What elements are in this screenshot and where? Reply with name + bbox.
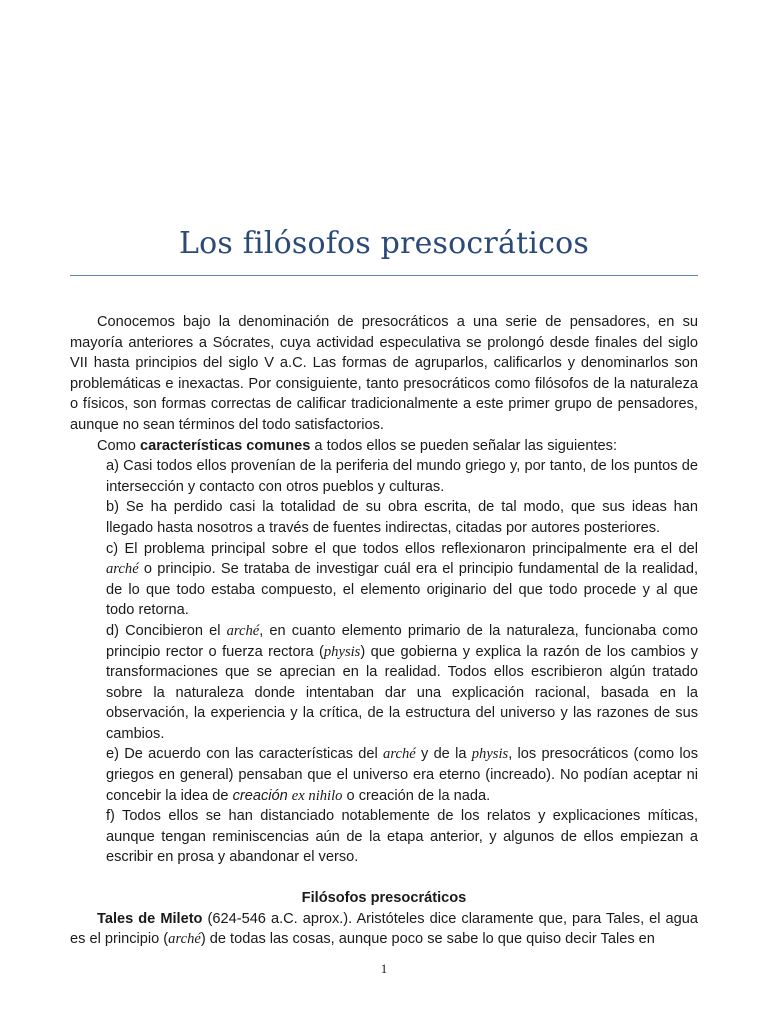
- common-characteristics-paragraph: [70, 436, 698, 457]
- term-arche: arché: [106, 561, 139, 578]
- page-number: 1: [380, 961, 388, 976]
- item-d-text: d) Concibieron el: [106, 622, 227, 639]
- item-d-text: ) que gobierna y explica la razón de los cambios y transformaciones que se aprecian en la realidad. Todos ellos escribieron algún tratado sobre la naturaleza donde intentaban dar una explicación racional, basada en la observación, la experiencia y la crítica, de la estructura del universo y las razones de sus cambios.: [106, 643, 698, 742]
- tales-paragraph: [70, 909, 698, 950]
- term-physis: physis: [471, 746, 509, 763]
- list-item-a: a) Casi todos ellos provenían de la periferia del mundo griego y, por tanto, de los puntos de intersección y contacto con otros pueblos y culturas.: [106, 458, 698, 495]
- item-e-text: o creación de la nada.: [342, 787, 491, 804]
- term-arche: arché: [226, 622, 260, 639]
- item-e-text: , los presocráticos (como los griegos en general) pensaban que el universo era eterno (increado). No podían aceptar ni concebir la idea de: [106, 746, 698, 804]
- item-e-text: y de la: [415, 746, 472, 763]
- section-heading: Filósofos presocráticos: [301, 890, 467, 907]
- item-d-text: , en cuanto elemento primario de la naturaleza, funcionaba como principio rector o fuerza rectora (: [106, 622, 698, 660]
- tales-text: (624-546 a.C. aprox.). Aristóteles dice claramente que, para Tales, el agua es el principio (: [70, 910, 699, 948]
- common-bold: características comunes: [139, 437, 311, 454]
- term-creacion: creación: [232, 787, 288, 804]
- list-item-d: [106, 621, 698, 745]
- title-underline: [70, 275, 698, 276]
- body-text: [70, 312, 698, 950]
- tales-text: ) de todas las cosas, aunque poco se sabe lo que quiso decir Tales en: [200, 931, 655, 948]
- item-c-text: o principio. Se trataba de investigar cuál era el principio fundamental de la realidad, de lo que todo estaba compuesto, el elemento originario del que todo procede y al que todo retorna.: [106, 561, 698, 619]
- page-title: Los filósofos presocráticos: [179, 226, 589, 261]
- philosopher-name: Tales de Mileto: [97, 910, 203, 927]
- term-ex-nihilo: ex nihilo: [291, 787, 343, 804]
- common-post: a todos ellos se pueden señalar las siguientes:: [310, 437, 618, 454]
- item-e-text: e) De acuerdo con las características del: [106, 746, 384, 763]
- term-arche: arché: [168, 931, 201, 948]
- list-item-f: f) Todos ellos se han distanciado notablemente de los relatos y explicaciones míticas, aunque tengan reminiscencias aún de la etapa anterior, y algunos de ellos empiezan a escribir en prosa y abandonar el verso.: [106, 808, 698, 866]
- list-item-c: [106, 539, 698, 621]
- term-physis: physis: [323, 643, 361, 660]
- intro-paragraph: Conocemos bajo la denominación de presocráticos a una serie de pensadores, en su mayoría anteriores a Sócrates, cuya actividad especulativa se prolongó desde finales del siglo VII hasta principios del siglo V a.C. Las formas de agruparlos, calificarlos y denominarlos son problemáticas e inexactas. Por consiguiente, tanto presocráticos como filósofos de la naturaleza o físicos, son formas correctas de calificar tradicionalmente a este primer grupo de pensadores, aunque no sean términos del todo satisfactorios.: [70, 314, 698, 433]
- list-item-e: [106, 744, 698, 806]
- term-arche: arché: [383, 746, 416, 763]
- item-c-text: c) El problema principal sobre el que todos ellos reflexionaron principalmente era el del: [106, 540, 698, 557]
- common-pre: Como: [97, 437, 140, 454]
- list-item-b: b) Se ha perdido casi la totalidad de su obra escrita, de tal modo, que sus ideas han llegado hasta nosotros a través de fuentes indirectas, citadas por autores posteriores.: [106, 499, 698, 536]
